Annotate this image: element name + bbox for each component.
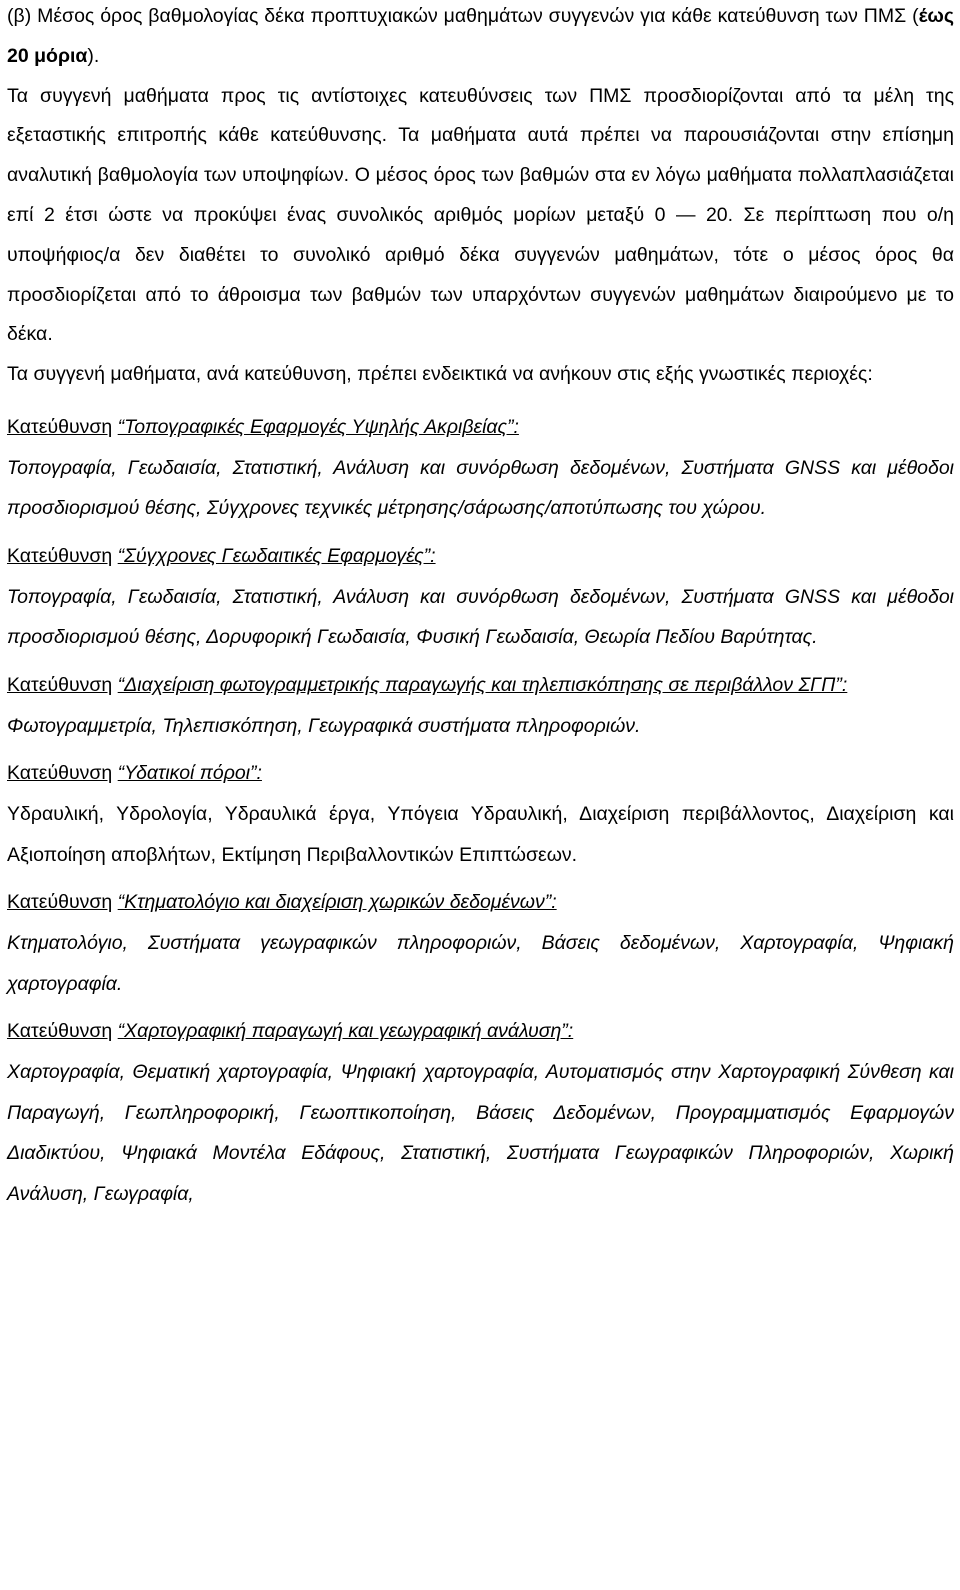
direction-prefix: Κατεύθυνση xyxy=(7,415,113,438)
spacer xyxy=(7,746,954,754)
subject-areas-intro: Τα συγγενή μαθήματα, ανά κατεύθυνση, πρέπει ενδεικτικά να ανήκουν στις εξής γνωστικές περιοχές: xyxy=(7,363,873,386)
direction-prefix: Κατεύθυνση xyxy=(7,673,113,696)
related-courses-paragraph: Τα συγγενή μαθήματα προς τις αντίστοιχες κατευθύνσεις των ΠΜΣ προσδιορίζονται από τα μέλη της εξεταστικής επιτροπής κάθε κατεύθυνσης. Τα μαθήματα αυτά πρέπει να παρουσιάζονται στην επίσημη αναλυτική βαθμολογία των υποψηφίων. Ο μέσος όρος των βαθμών στα εν λόγω μαθήματα πολλαπλασιάζεται επί 2 έτσι ώστε να προκύψει ένας συνολικός αριθμός μορίων μεταξύ 0 ― 20. Σε περίπτωση που ο/η υποψήφιος/α δεν διαθέτει το συνολικό αριθμό δέκα συγγενών μαθημάτων, τότε ο μέσος όρος θα προσδιορίζεται από το άθροισμα των βαθμών των υπαρχόντων συγγενών μαθημάτων διαιρούμενο με το δέκα. xyxy=(7,84,954,346)
direction-name: “Διαχείριση φωτογραμμετρικής παραγωγής και τηλεπισκόπησης σε περιβάλλον ΣΓΠ”: xyxy=(117,673,848,696)
direction-name: “Χαρτογραφική παραγωγή και γεωγραφική ανάλυση”: xyxy=(117,1020,574,1043)
direction-prefix: Κατεύθυνση xyxy=(7,891,113,914)
direction-name: “Σύγχρονες Γεωδαιτικές Εφαρμογές”: xyxy=(117,544,436,567)
direction-name: “Κτηματολόγιο και διαχείριση χωρικών δεδομένων”: xyxy=(117,891,557,914)
direction-name: “Τοπογραφικές Εφαρμογές Υψηλής Ακριβείας”: xyxy=(117,415,519,438)
criterion-b-text: (β) Μέσος όρος βαθμολογίας δέκα προπτυχιακών μαθημάτων συγγενών για κάθε κατεύθυνση των ΠΜΣ ( xyxy=(7,5,919,27)
criterion-b-paragraph xyxy=(7,0,954,77)
spacer xyxy=(7,529,954,537)
criterion-b-text-end: ). xyxy=(87,44,100,67)
criterion-b-points: έως 20 μόρια xyxy=(7,5,954,67)
direction-name: “Υδατικοί πόροι”: xyxy=(117,762,262,785)
direction-subjects: Υδραυλική, Υδρολογία, Υδραυλικά έργα, Υπόγεια Υδραυλική, Διαχείριση περιβάλλοντος, Διαχείριση και Αξιοποίηση αποβλήτων, Εκτίμηση Περιβαλλοντικών Επιπτώσεων. xyxy=(7,803,954,866)
direction-subjects: Κτηματολόγιο, Συστήματα γεωγραφικών πληροφοριών, Βάσεις δεδομένων, Χαρτογραφία, Ψηφιακή χαρτογραφία. xyxy=(7,932,954,995)
direction-subjects: Φωτογραμμετρία, Τηλεπισκόπηση, Γεωγραφικά συστήματα πληροφοριών. xyxy=(7,714,641,737)
direction-prefix: Κατεύθυνση xyxy=(7,1020,113,1043)
direction-heading xyxy=(7,754,954,794)
direction-heading xyxy=(7,666,954,706)
direction-heading xyxy=(7,883,954,923)
direction-prefix: Κατεύθυνση xyxy=(7,762,113,785)
spacer xyxy=(7,875,954,883)
direction-heading xyxy=(7,537,954,577)
spacer xyxy=(7,1004,954,1012)
direction-heading xyxy=(7,408,954,448)
direction-prefix: Κατεύθυνση xyxy=(7,544,113,567)
direction-subjects: Χαρτογραφία, Θεματική χαρτογραφία, Ψηφιακή χαρτογραφία, Αυτοματισμός στην Χαρτογραφική Σύνθεση και Παραγωγή, Γεωπληροφορική, Γεωοπτικοποίηση, Βάσεις Δεδομένων, Προγραμματισμός Εφαρμογών Διαδικτύου, Ψηφιακά Μοντέλα Εδάφους, Στατιστική, Συστήματα Γεωγραφικών Πληροφοριών, Χωρική Ανάλυση, Γεωγραφία, xyxy=(7,1061,954,1205)
direction-heading xyxy=(7,1012,954,1052)
spacer xyxy=(7,658,954,666)
direction-subjects: Τοπογραφία, Γεωδαισία, Στατιστική, Ανάλυση και συνόρθωση δεδομένων, Συστήματα GNSS και μέθοδοι προσδιορισμού θέσης, Σύγχρονες τεχνικές μέτρησης/σάρωσης/αποτύπωσης του χώρου. xyxy=(7,456,954,520)
spacer xyxy=(7,395,954,408)
direction-subjects: Τοπογραφία, Γεωδαισία, Στατιστική, Ανάλυση και συνόρθωση δεδομένων, Συστήματα GNSS και μέθοδοι προσδιορισμού θέσης, Δορυφορική Γεωδαισία, Φυσική Γεωδαισία, Θεωρία Πεδίου Βαρύτητας. xyxy=(7,585,954,649)
